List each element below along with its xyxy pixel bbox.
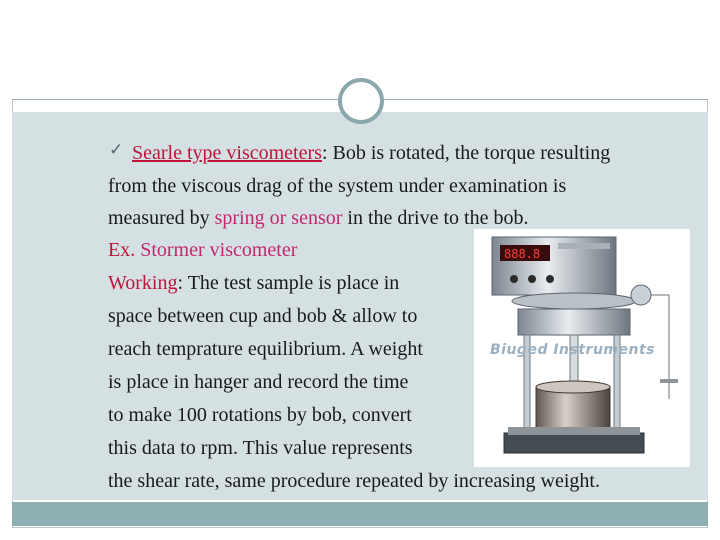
bullet-line-3 [108,205,528,231]
working-label: Working [108,272,178,294]
working-line-4: is place in hanger and record the time [108,371,409,393]
footer-bar [12,502,708,526]
working-line-1-text: The test sample is place in [183,272,400,294]
working-line-6: this data to rpm. This value represents [108,437,413,459]
searle-colon: : [321,142,328,164]
checkmark-icon: ✓ [109,140,124,160]
decorative-circle-icon [338,78,384,124]
spring-sensor-text: spring or sensor [214,207,343,229]
bullet-line-3-text-a: measured by [108,207,215,229]
ex-label: Ex. [108,239,136,261]
bullet-line-2: from the viscous drag of the system under examination is [108,175,567,197]
digital-display: 888.8 [504,247,541,261]
bullet-line-1-text-b: torque resulting [479,142,611,164]
ex-value: Stormer viscometer [135,239,298,261]
working-line-1 [108,270,399,296]
working-line-5: to make 100 rotations by bob, convert [108,404,412,426]
bullet-line-1-the: the [454,142,480,164]
watermark-text: Biuged Instruments [490,342,655,358]
bullet-line-1-text-a: Bob is rotated, [327,142,455,164]
bullet-line-3-text-b: in the drive to the bob. [342,207,529,229]
example-line [108,237,297,263]
working-line-2: space between cup and bob & allow to [108,305,418,327]
working-line-3: reach temprature equilibrium. A weight [108,338,423,360]
searle-term: Searle type viscometers [132,142,322,164]
working-colon: : [177,272,184,294]
working-line-7: the shear rate, same procedure repeated by increasing weight. [108,470,600,492]
bullet-line-1 [132,140,610,166]
